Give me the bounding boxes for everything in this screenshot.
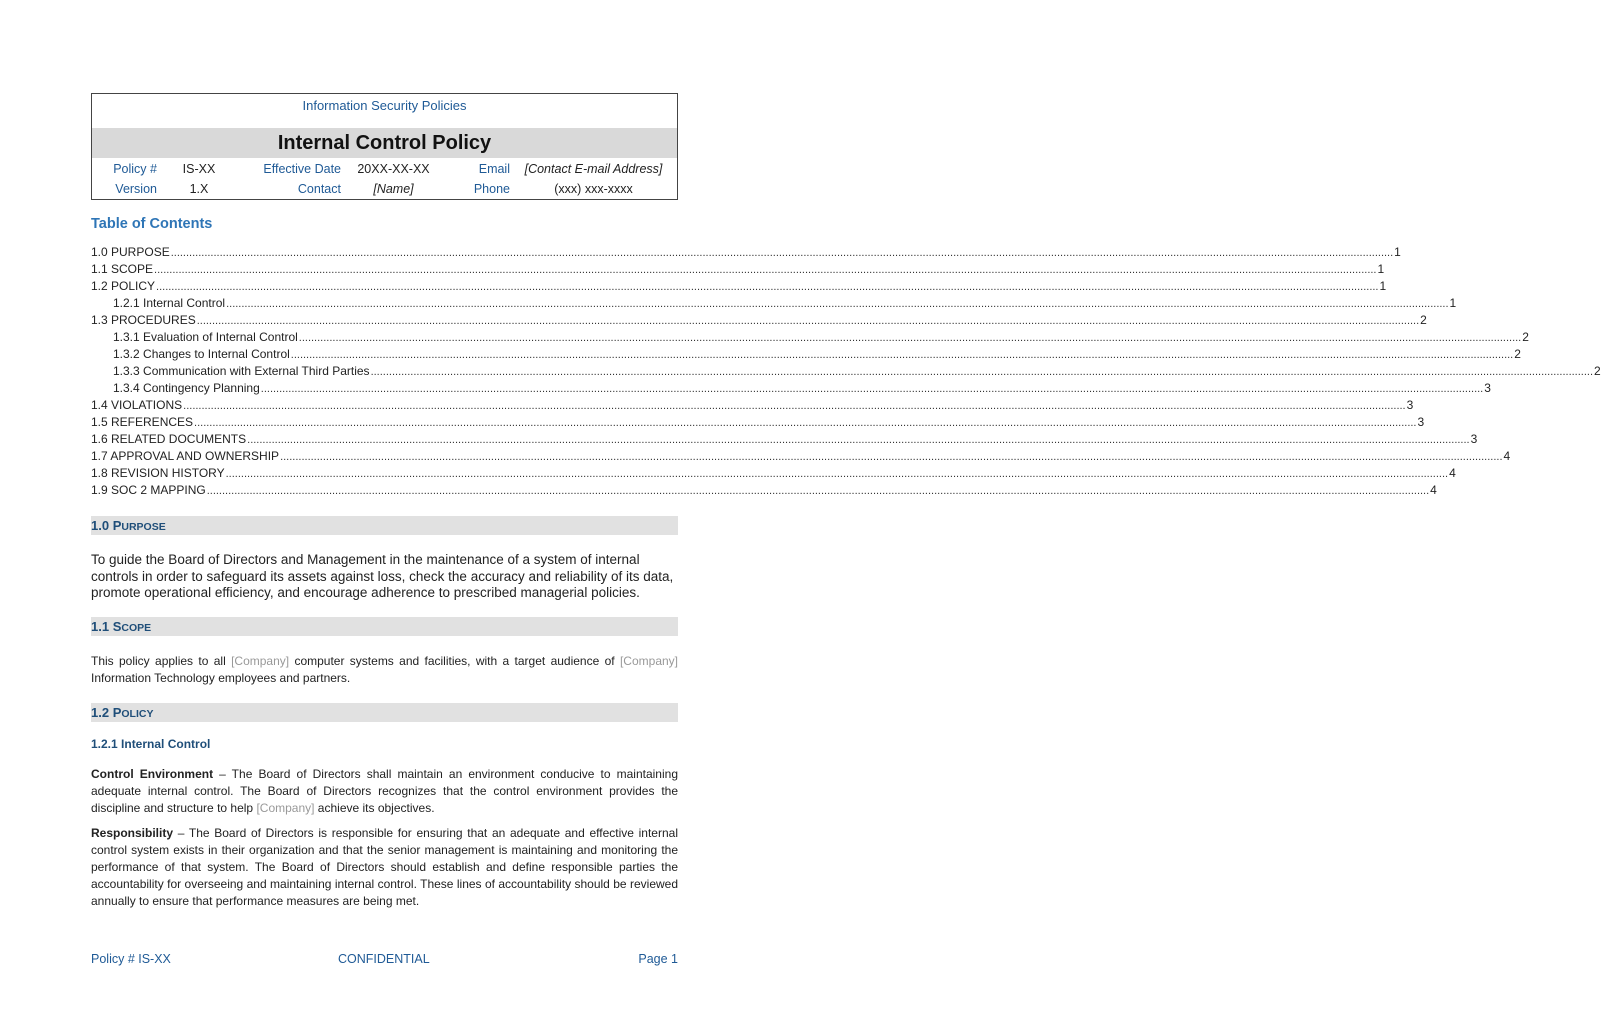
toc-entry-label: 1.8 REVISION HISTORY	[91, 466, 225, 480]
toc-entry-label: 1.5 REFERENCES	[91, 415, 194, 429]
toc-entry[interactable]	[91, 244, 1401, 261]
paragraph-text: – The Board of Directors shall maintain an environment conducive to maintaining adequate internal control. The Board of Directors recognizes that the control environment provides the discipline and structure to help	[91, 766, 678, 815]
toc-entry-label: 1.0 PURPOSE	[91, 245, 170, 259]
footer-confidential: CONFIDENTIAL	[338, 952, 430, 966]
document-title: Internal Control Policy	[92, 128, 677, 158]
policy-number-label: Policy #	[113, 162, 157, 176]
toc-entry-page: 1	[1394, 245, 1401, 259]
phone-label: Phone	[473, 182, 510, 196]
toc-entry-page: 2	[1594, 364, 1601, 378]
toc-entry[interactable]	[91, 448, 1511, 465]
toc-entry-page: 4	[1430, 483, 1437, 497]
paragraph-text: achieve its objectives.	[314, 800, 435, 815]
toc-entry-page: 4	[1503, 449, 1511, 463]
section-number: 1.1	[91, 618, 110, 634]
section-name: COPE	[121, 621, 152, 634]
toc-leader-dots: ................................................................................................................................................................................................................................................................................................................................................................................................................	[226, 298, 1449, 310]
toc-leader-dots: ................................................................................................................................................................................................................................................................................................................................................................................................................	[290, 349, 1514, 361]
section-initial: P	[112, 518, 122, 533]
section-initial: S	[112, 618, 122, 634]
toc-leader-dots: ................................................................................................................................................................................................................................................................................................................................................................................................................	[206, 485, 1430, 497]
section-heading-scope	[91, 617, 678, 636]
phone-value: (xxx) xxx-xxxx	[554, 182, 633, 196]
responsibility-paragraph	[91, 825, 678, 910]
scope-text	[91, 653, 678, 687]
version-label: Version	[115, 182, 157, 196]
toc-entry-page: 1	[1449, 296, 1457, 310]
toc-entry-label: 1.3.4 Contingency Planning	[113, 381, 260, 395]
section-initial: P	[112, 704, 122, 720]
toc-entry-label: 1.3.3 Communication with External Third Parties	[113, 364, 370, 378]
toc-entry[interactable]	[91, 329, 1529, 346]
toc-entry-label: 1.2.1 Internal Control	[113, 296, 226, 310]
toc-entry[interactable]	[91, 397, 1414, 414]
term: Control Environment	[91, 766, 214, 781]
section-number: 1.0	[91, 518, 110, 533]
section-heading-purpose	[91, 516, 678, 535]
email-label: Email	[478, 162, 510, 176]
toc-entry[interactable]	[91, 363, 1601, 380]
toc-entry-label: 1.3.1 Evaluation of Internal Control	[113, 330, 298, 344]
section-name: OLICY	[121, 707, 154, 720]
toc-entry-page: 3	[1417, 415, 1425, 429]
effective-date-value: 20XX-XX-XX	[357, 162, 430, 176]
toc-entry-page: 1	[1377, 262, 1385, 276]
toc-entry-label: 1.6 RELATED DOCUMENTS	[91, 432, 247, 446]
toc-entry-label: 1.7 APPROVAL AND OWNERSHIP	[91, 449, 280, 463]
toc-leader-dots: ................................................................................................................................................................................................................................................................................................................................................................................................................	[170, 247, 1394, 259]
policy-header-box	[91, 93, 678, 200]
company-placeholder: [Company]	[619, 653, 678, 668]
header-row-1	[92, 159, 677, 179]
scope-text-part: Information Technology employees and partners.	[91, 670, 351, 685]
toc-entry[interactable]	[91, 431, 1478, 448]
toc-entry[interactable]	[91, 278, 1387, 295]
header-row-2	[92, 179, 677, 199]
toc-entry[interactable]	[91, 261, 1385, 278]
email-value: [Contact E-mail Address]	[524, 162, 663, 176]
toc-entry[interactable]	[91, 414, 1425, 431]
section-number: 1.2	[91, 704, 110, 720]
toc-entry-page: 3	[1484, 381, 1491, 395]
table-of-contents	[91, 244, 1601, 499]
document-page	[91, 93, 1601, 910]
contact-value: [Name]	[373, 182, 414, 196]
toc-entry-label: 1.9 SOC 2 MAPPING	[91, 483, 206, 497]
toc-entry-page: 3	[1406, 398, 1414, 412]
version-value: 1.X	[189, 182, 209, 196]
page-footer	[91, 952, 678, 968]
toc-leader-dots: ................................................................................................................................................................................................................................................................................................................................................................................................................	[225, 468, 1449, 480]
control-environment-paragraph	[91, 766, 678, 817]
footer-policy-number: Policy # IS-XX	[91, 952, 171, 966]
toc-entry[interactable]	[91, 465, 1456, 482]
toc-entry-page: 4	[1449, 466, 1456, 480]
toc-entry-page: 1	[1379, 279, 1387, 293]
toc-entry-page: 2	[1420, 313, 1427, 327]
policy-number-value: IS-XX	[182, 162, 216, 176]
toc-entry[interactable]	[91, 295, 1457, 312]
toc-leader-dots: ................................................................................................................................................................................................................................................................................................................................................................................................................	[247, 434, 1470, 446]
toc-entry-page: 2	[1522, 330, 1529, 344]
footer-page-number: Page 1	[638, 952, 678, 966]
toc-entry-label: 1.2 POLICY	[91, 279, 156, 293]
toc-leader-dots: ................................................................................................................................................................................................................................................................................................................................................................................................................	[196, 315, 1420, 327]
subsection-heading: 1.2.1 Internal Control	[91, 736, 211, 751]
toc-entry-page: 3	[1470, 432, 1478, 446]
term: Responsibility	[91, 825, 174, 840]
toc-entry[interactable]	[91, 482, 1437, 499]
toc-entry-label: 1.3 PROCEDURES	[91, 313, 196, 327]
scope-text-part: computer systems and facilities, with a target audience of	[289, 653, 620, 668]
toc-entry-label: 1.1 SCOPE	[91, 262, 154, 276]
company-placeholder: [Company]	[256, 800, 315, 815]
effective-date-label: Effective Date	[263, 162, 341, 176]
toc-heading: Table of Contents	[91, 216, 213, 232]
toc-leader-dots: ................................................................................................................................................................................................................................................................................................................................................................................................................	[260, 383, 1484, 395]
toc-leader-dots: ................................................................................................................................................................................................................................................................................................................................................................................................................	[156, 281, 1379, 293]
toc-entry-label: 1.3.2 Changes to Internal Control	[113, 347, 290, 361]
policy-series: Information Security Policies	[302, 98, 467, 113]
toc-leader-dots: ................................................................................................................................................................................................................................................................................................................................................................................................................	[183, 400, 1406, 412]
purpose-text: To guide the Board of Directors and Management in the maintenance of a system of internal controls in order to safeguard its assets against loss, check the accuracy and reliability of its data, promote operational efficiency, and encourage adherence to prescribed managerial policies.	[91, 552, 674, 600]
toc-leader-dots: ................................................................................................................................................................................................................................................................................................................................................................................................................	[298, 332, 1522, 344]
section-name: URPOSE	[121, 521, 166, 533]
toc-leader-dots: ................................................................................................................................................................................................................................................................................................................................................................................................................	[370, 366, 1594, 378]
paragraph-text: – The Board of Directors is responsible for ensuring that an adequate and effective internal control system exists in their organization and that the senior management is maintaining and monitoring the performance of that system. The Board of Directors should establish and define responsible parties the accountability for overseeing and maintaining internal control. These lines of accountability should be reviewed annually to ensure that performance measures are being met.	[91, 825, 678, 908]
company-placeholder: [Company]	[231, 653, 290, 668]
contact-label: Contact	[297, 182, 341, 196]
toc-leader-dots: ................................................................................................................................................................................................................................................................................................................................................................................................................	[194, 417, 1417, 429]
toc-entry-label: 1.4 VIOLATIONS	[91, 398, 183, 412]
toc-leader-dots: ................................................................................................................................................................................................................................................................................................................................................................................................................	[154, 264, 1377, 276]
toc-entry[interactable]	[91, 380, 1491, 397]
section-heading-policy	[91, 703, 678, 722]
scope-text-part: This policy applies to all	[91, 653, 232, 668]
toc-entry-page: 2	[1514, 347, 1521, 361]
toc-entry[interactable]	[91, 312, 1427, 329]
toc-leader-dots: ................................................................................................................................................................................................................................................................................................................................................................................................................	[280, 451, 1503, 463]
toc-entry[interactable]	[91, 346, 1521, 363]
